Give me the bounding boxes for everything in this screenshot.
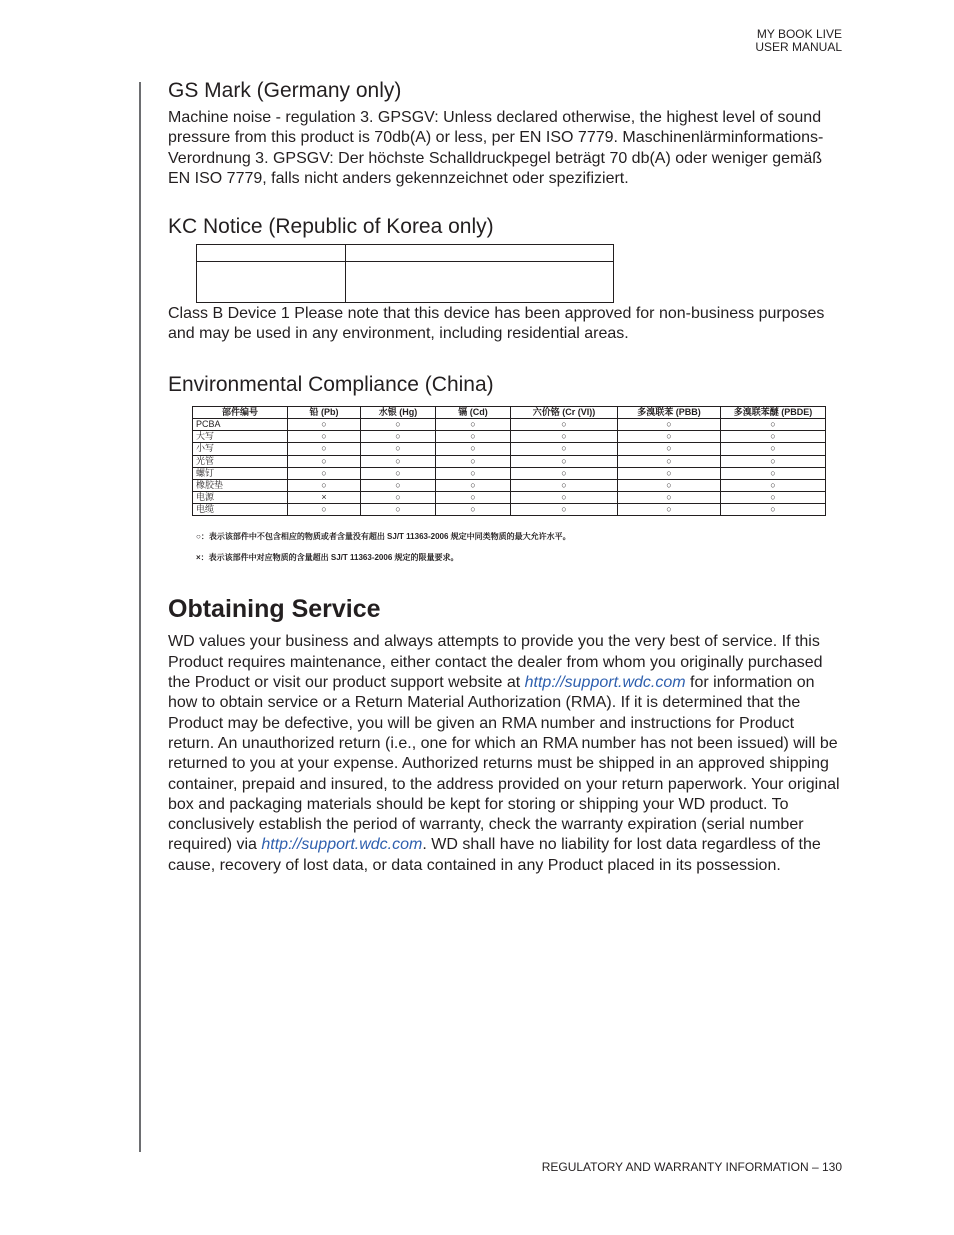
column-header: 多溴联苯醚 (PBDE)	[721, 406, 826, 418]
part-name-cell: 光管	[193, 455, 288, 467]
table-row	[193, 455, 826, 467]
substance-cell: ○	[511, 431, 618, 443]
substance-cell: ○	[511, 492, 618, 504]
obtaining-service-section	[168, 594, 843, 876]
running-footer	[542, 1160, 842, 1174]
substance-cell: ○	[361, 418, 436, 430]
kc-table-cell	[346, 245, 614, 262]
kc-notice-heading: KC Notice (Republic of Korea only)	[168, 215, 494, 239]
substance-cell: ○	[288, 504, 361, 516]
part-name-cell: PCBA	[193, 418, 288, 430]
substance-cell: ○	[511, 455, 618, 467]
substance-cell: ○	[361, 443, 436, 455]
substance-cell: ○	[361, 431, 436, 443]
table-body	[193, 418, 826, 516]
kc-table-cell	[197, 245, 346, 262]
substance-cell: ○	[511, 467, 618, 479]
part-name-cell: 电源	[193, 492, 288, 504]
part-name-cell: 电缆	[193, 504, 288, 516]
note-exceeds: ×：表示该部件中对应物质的含量超出 SJ/T 11363-2006 规定的限量要求。	[196, 553, 459, 563]
substance-cell: ○	[721, 443, 826, 455]
substance-cell: ○	[436, 431, 511, 443]
substance-cell: ○	[721, 455, 826, 467]
part-name-cell: 橡胶垫	[193, 479, 288, 491]
substance-cell: ○	[436, 418, 511, 430]
substance-cell: ○	[361, 479, 436, 491]
footer-separator: –	[808, 1160, 822, 1174]
env-compliance-heading: Environmental Compliance (China)	[168, 372, 494, 396]
substance-cell: ○	[288, 467, 361, 479]
substance-cell: ○	[721, 418, 826, 430]
column-header: 多溴联苯 (PBB)	[618, 406, 721, 418]
table-row	[193, 467, 826, 479]
substance-cell: ○	[288, 443, 361, 455]
margin-rule	[139, 82, 141, 1152]
substance-cell: ○	[361, 467, 436, 479]
substance-cell: ○	[361, 455, 436, 467]
substance-cell: ○	[361, 504, 436, 516]
part-name-cell: 小写	[193, 443, 288, 455]
table-row	[193, 504, 826, 516]
header-product: MY BOOK LIVE	[756, 27, 842, 41]
substance-cell: ○	[618, 467, 721, 479]
service-text: for information on how to obtain service or a Return Material Authorization (RMA). If it is determined that the Product may be defective, you will be given an RMA number and instructions for Product return. An unauthorized return (i.e., one for which an RMA number has not been issued) will be returned to you at your expense. Authorized returns must be shipped in an approved shipping container, prepaid and insured, to the address provided on your return paperwork. Your original box and packaging materials should be kept for storing or shipping your WD product. To conclusively establish the period of warranty, check the warranty expiration (serial number required) via	[168, 674, 840, 854]
part-name-cell: 大写	[193, 431, 288, 443]
substance-cell: ○	[721, 492, 826, 504]
substance-cell: ○	[618, 492, 721, 504]
substance-cell: ○	[436, 467, 511, 479]
service-text: WD values your business and always attempts to provide you the very best of service. If this Product requires maintenance, either contact the dealer from whom you originally purchased the Product or visit our product support website at	[168, 633, 823, 692]
running-header	[755, 28, 842, 54]
substance-cell: ○	[618, 418, 721, 430]
substance-cell: ○	[436, 504, 511, 516]
gs-mark-section	[168, 78, 843, 189]
page-number: 130	[821, 1160, 842, 1174]
substance-cell: ○	[511, 418, 618, 430]
obtaining-service-heading: Obtaining Service	[168, 595, 381, 624]
substance-cell: ○	[721, 479, 826, 491]
env-notes	[196, 526, 843, 568]
table-row	[193, 479, 826, 491]
table-header-row	[193, 406, 826, 418]
env-compliance-section	[168, 372, 843, 569]
substance-cell: ×	[288, 492, 361, 504]
note-compliant: ○：表示该部件中不包含相应的物质或者含量没有超出 SJ/T 11363-2006 规定中同类物质的最大允许水平。	[196, 532, 571, 542]
substance-cell: ○	[288, 479, 361, 491]
support-link[interactable]: http://support.wdc.com	[524, 674, 686, 692]
table-row	[193, 431, 826, 443]
column-header: 铅 (Pb)	[288, 406, 361, 418]
substance-cell: ○	[288, 455, 361, 467]
substance-cell: ○	[436, 455, 511, 467]
column-header: 六价铬 (Cr (VI))	[511, 406, 618, 418]
substance-cell: ○	[721, 431, 826, 443]
kc-table-cell	[197, 262, 346, 303]
substance-cell: ○	[618, 455, 721, 467]
hazardous-substances-table	[192, 406, 826, 517]
footer-section: REGULATORY AND WARRANTY INFORMATION	[541, 1160, 809, 1174]
table-row	[193, 492, 826, 504]
substance-cell: ○	[511, 504, 618, 516]
service-text: . WD shall have no liability for lost data regardless of the cause, recovery of lost data, or data contained in any Product placed in its possession.	[168, 836, 821, 874]
obtaining-service-body	[168, 632, 843, 876]
substance-cell: ○	[511, 443, 618, 455]
part-name-cell: 螺钉	[193, 467, 288, 479]
header-doc-type: USER MANUAL	[755, 40, 842, 54]
kc-table-cell	[346, 262, 614, 303]
substance-cell: ○	[618, 479, 721, 491]
kc-table-row	[197, 245, 614, 262]
substance-cell: ○	[288, 431, 361, 443]
substance-cell: ○	[436, 479, 511, 491]
kc-notice-body: Class B Device 1 Please note that this device has been approved for non-business purposes and may be used in any environment, including residential areas.	[168, 305, 825, 343]
substance-cell: ○	[721, 504, 826, 516]
substance-cell: ○	[436, 492, 511, 504]
kc-table-row	[197, 262, 614, 303]
substance-cell: ○	[436, 443, 511, 455]
column-header: 水银 (Hg)	[361, 406, 436, 418]
support-link-warranty[interactable]: http://support.wdc.com	[261, 836, 423, 854]
substance-cell: ○	[511, 479, 618, 491]
column-header: 部件编号	[193, 406, 288, 418]
gs-mark-heading: GS Mark (Germany only)	[168, 79, 402, 102]
table-row	[193, 443, 826, 455]
kc-notice-section	[168, 214, 843, 345]
substance-cell: ○	[618, 431, 721, 443]
table-row	[193, 418, 826, 430]
kc-notice-table	[196, 244, 614, 303]
gs-mark-body: Machine noise - regulation 3. GPSGV: Unless declared otherwise, the highest level of sound pressure from this product is 70db(A) or less, per EN ISO 7779. Maschinenlärminformations-Verordnung 3. GPSGV: Der höchste Schalldruckpegel beträgt 70 db(A) oder weniger gemäß EN ISO 7779, falls nicht anders gekennzeichnet oder spezifiziert.	[168, 109, 824, 187]
substance-cell: ○	[288, 418, 361, 430]
substance-cell: ○	[721, 467, 826, 479]
substance-cell: ○	[361, 492, 436, 504]
substance-cell: ○	[618, 443, 721, 455]
substance-cell: ○	[618, 504, 721, 516]
page-content	[168, 78, 843, 876]
column-header: 镉 (Cd)	[436, 406, 511, 418]
